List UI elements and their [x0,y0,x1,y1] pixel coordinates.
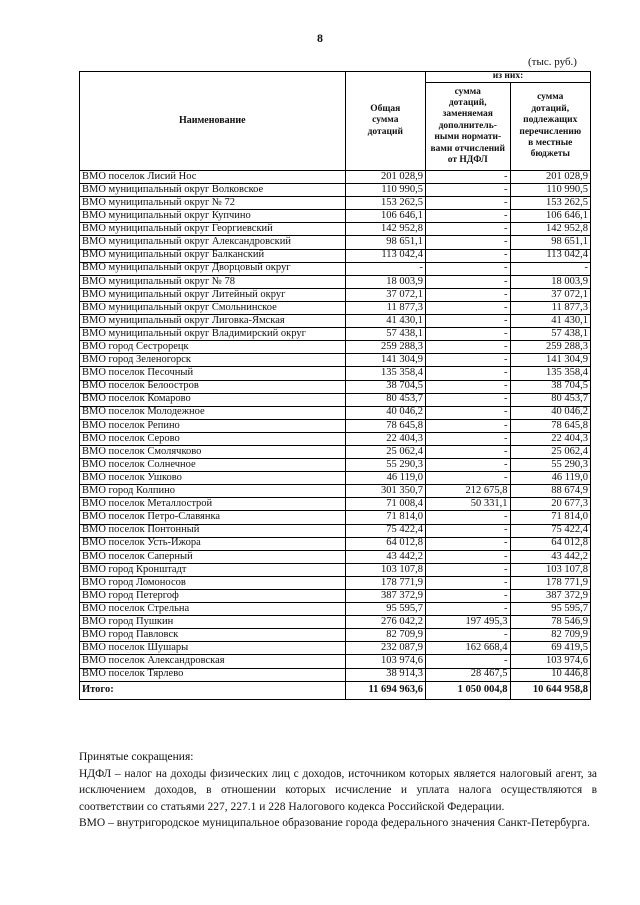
table-row [80,629,591,642]
table-row [80,197,591,210]
row-name: ВМО поселок Шушары [80,642,346,655]
row-name: ВМО муниципальный округ Владимирский округ [80,328,346,341]
row-transfer: 43 442,2 [510,550,591,563]
row-total: 106 646,1 [345,210,425,223]
row-transfer: 71 814,0 [510,511,591,524]
header-line: дотаций [367,126,403,137]
row-transfer: 40 046,2 [510,406,591,419]
header-line: дотаций, [531,103,570,114]
row-total: 301 350,7 [345,485,425,498]
row-replaced: - [426,603,510,616]
header-total [345,72,425,171]
row-replaced: - [426,354,510,367]
row-name: ВМО поселок Смолячково [80,445,346,458]
table-row [80,524,591,537]
row-name: ВМО муниципальный округ Лиговка-Ямская [80,315,346,328]
row-replaced: - [426,537,510,550]
row-name: ВМО поселок Молодежное [80,406,346,419]
row-total: 135 358,4 [345,367,425,380]
row-total: 64 012,8 [345,537,425,550]
row-name: ВМО поселок Тярлево [80,668,346,681]
note-ndfl: НДФЛ – налог на доходы физических лиц с доходов, источником которых является налоговый агент, за исключением доходов, в отношении которых исчисление и уплата налога осуществляются в соответствии со статьями 227, 227.1 и 228 Налогового кодекса Российской Федерации. [79,767,597,813]
row-name: ВМО город Зеленогорск [80,354,346,367]
row-name: ВМО поселок Саперный [80,550,346,563]
row-total: 22 404,3 [345,432,425,445]
header-line: в местные [528,137,573,148]
row-total: 103 974,6 [345,655,425,668]
table-row [80,341,591,354]
row-replaced: - [426,210,510,223]
row-name: ВМО поселок Лисий Нос [80,171,346,184]
row-name: ВМО город Кронштадт [80,563,346,576]
totals-replaced: 1 050 004,8 [426,681,510,699]
row-total: 113 042,4 [345,249,425,262]
table-row [80,459,591,472]
row-transfer: 259 288,3 [510,341,591,354]
row-total: 201 028,9 [345,171,425,184]
row-replaced: - [426,184,510,197]
row-replaced: 212 675,8 [426,485,510,498]
row-name: ВМО город Колпино [80,485,346,498]
row-name: ВМО муниципальный округ Купчино [80,210,346,223]
row-replaced: - [426,459,510,472]
row-total: 40 046,2 [345,406,425,419]
row-total: - [345,262,425,275]
row-transfer: 98 651,1 [510,236,591,249]
row-total: 46 119,0 [345,472,425,485]
table-row [80,419,591,432]
row-replaced: - [426,171,510,184]
row-replaced: - [426,367,510,380]
row-total: 142 952,8 [345,223,425,236]
row-replaced: - [426,197,510,210]
row-name: ВМО город Ломоносов [80,576,346,589]
row-name: ВМО поселок Солнечное [80,459,346,472]
row-replaced: - [426,563,510,576]
table-row [80,367,591,380]
table-row [80,616,591,629]
table-row [80,288,591,301]
table-row [80,236,591,249]
table-row [80,498,591,511]
row-replaced: - [426,262,510,275]
row-name: ВМО муниципальный округ Волковское [80,184,346,197]
row-transfer: 46 119,0 [510,472,591,485]
table-row [80,576,591,589]
header-name: Наименование [80,72,346,171]
row-replaced: - [426,419,510,432]
row-replaced: - [426,445,510,458]
table-row [80,537,591,550]
row-transfer: 41 430,1 [510,315,591,328]
totals-total: 11 694 963,6 [345,681,425,699]
row-total: 41 430,1 [345,315,425,328]
totals-row [80,681,591,699]
table-row [80,655,591,668]
row-replaced: - [426,328,510,341]
row-replaced: - [426,223,510,236]
table-row [80,184,591,197]
row-name: ВМО поселок Комарово [80,393,346,406]
header-line: дополнитель- [438,120,497,131]
row-transfer: 110 990,5 [510,184,591,197]
row-total: 95 595,7 [345,603,425,616]
row-total: 57 438,1 [345,328,425,341]
row-name: ВМО муниципальный округ № 78 [80,275,346,288]
row-total: 38 704,5 [345,380,425,393]
row-transfer: 80 453,7 [510,393,591,406]
table-row [80,603,591,616]
row-name: ВМО город Петергоф [80,590,346,603]
table-body [80,171,591,682]
table-row [80,563,591,576]
row-total: 25 062,4 [345,445,425,458]
table-row [80,210,591,223]
row-replaced: - [426,550,510,563]
totals-label: Итого: [80,681,346,699]
row-replaced: - [426,576,510,589]
row-transfer: 25 062,4 [510,445,591,458]
row-total: 11 877,3 [345,301,425,314]
row-transfer: 142 952,8 [510,223,591,236]
row-name: ВМО муниципальный округ Георгиевский [80,223,346,236]
row-replaced: - [426,406,510,419]
table-row [80,328,591,341]
row-total: 37 072,1 [345,288,425,301]
row-name: ВМО муниципальный округ № 72 [80,197,346,210]
table-row [80,445,591,458]
row-total: 80 453,7 [345,393,425,406]
header-replaced [426,83,510,171]
page-number: 8 [317,31,323,45]
row-replaced: - [426,472,510,485]
row-total: 82 709,9 [345,629,425,642]
row-name: ВМО поселок Серово [80,432,346,445]
table-row [80,380,591,393]
row-total: 71 814,0 [345,511,425,524]
table-row [80,590,591,603]
row-transfer: 106 646,1 [510,210,591,223]
row-total: 153 262,5 [345,197,425,210]
row-total: 103 107,8 [345,563,425,576]
row-total: 18 003,9 [345,275,425,288]
row-replaced: - [426,288,510,301]
table-row [80,472,591,485]
row-replaced: - [426,432,510,445]
row-name: ВМО поселок Александровская [80,655,346,668]
row-transfer: 103 107,8 [510,563,591,576]
table-row [80,354,591,367]
row-replaced: - [426,301,510,314]
row-name: ВМО город Сестрорецк [80,341,346,354]
row-total: 98 651,1 [345,236,425,249]
row-total: 232 087,9 [345,642,425,655]
row-name: ВМО муниципальный округ Александровский [80,236,346,249]
row-replaced: - [426,249,510,262]
header-line: сумма [372,115,399,126]
row-name: ВМО поселок Белоостров [80,380,346,393]
row-transfer: 178 771,9 [510,576,591,589]
row-name: ВМО поселок Репино [80,419,346,432]
row-transfer: 141 304,9 [510,354,591,367]
table-row [80,315,591,328]
row-total: 75 422,4 [345,524,425,537]
header-line: Общая [370,103,401,114]
row-total: 259 288,3 [345,341,425,354]
row-name: ВМО муниципальный округ Дворцовый округ [80,262,346,275]
row-replaced: 28 467,5 [426,668,510,681]
row-name: ВМО поселок Понтонный [80,524,346,537]
row-total: 78 645,8 [345,419,425,432]
row-replaced: - [426,341,510,354]
row-transfer: 153 262,5 [510,197,591,210]
subsidies-table [79,71,591,700]
row-total: 387 372,9 [345,590,425,603]
table-row [80,171,591,184]
row-replaced: - [426,590,510,603]
row-transfer: 20 677,3 [510,498,591,511]
row-replaced: 50 331,1 [426,498,510,511]
row-transfer: 113 042,4 [510,249,591,262]
row-replaced: - [426,655,510,668]
row-transfer: 69 419,5 [510,642,591,655]
row-transfer: 88 674,9 [510,485,591,498]
table-row [80,275,591,288]
header-line: перечислению [519,126,582,137]
row-replaced: - [426,275,510,288]
row-replaced: - [426,524,510,537]
table-row [80,642,591,655]
row-replaced: - [426,236,510,249]
table-row [80,249,591,262]
row-name: ВМО муниципальный округ Смольнинское [80,301,346,314]
table-header [80,72,591,171]
row-transfer: 135 358,4 [510,367,591,380]
header-line: от НДФЛ [447,154,488,165]
header-line: бюджеты [530,149,570,160]
row-transfer: 64 012,8 [510,537,591,550]
header-line: дотаций, [448,98,487,109]
unit-label: (тыс. руб.) [528,56,577,68]
table-row [80,511,591,524]
row-total: 71 008,4 [345,498,425,511]
row-transfer: 78 546,9 [510,616,591,629]
header-line: ными нормати- [434,132,502,143]
header-line: сумма [454,86,481,97]
row-transfer: 37 072,1 [510,288,591,301]
row-name: ВМО муниципальный округ Балканский [80,249,346,262]
row-transfer: 10 446,8 [510,668,591,681]
table-row [80,550,591,563]
row-total: 110 990,5 [345,184,425,197]
table-row [80,223,591,236]
row-name: ВМО поселок Металлострой [80,498,346,511]
header-line: вами отчислений [430,143,506,154]
totals-transfer: 10 644 958,8 [510,681,591,699]
row-transfer: 11 877,3 [510,301,591,314]
row-transfer: 75 422,4 [510,524,591,537]
row-transfer: 22 404,3 [510,432,591,445]
row-name: ВМО город Павловск [80,629,346,642]
row-total: 141 304,9 [345,354,425,367]
row-replaced: - [426,393,510,406]
row-transfer: 57 438,1 [510,328,591,341]
row-transfer: 95 595,7 [510,603,591,616]
row-transfer: 18 003,9 [510,275,591,288]
row-total: 55 290,3 [345,459,425,472]
table-row [80,485,591,498]
row-total: 178 771,9 [345,576,425,589]
row-name: ВМО поселок Стрельна [80,603,346,616]
row-total: 276 042,2 [345,616,425,629]
table-row [80,301,591,314]
row-total: 38 914,3 [345,668,425,681]
notes-heading: Принятые сокращения: [79,751,194,763]
table-row [80,393,591,406]
table-row [80,432,591,445]
table-row [80,406,591,419]
row-transfer: 82 709,9 [510,629,591,642]
row-transfer: - [510,262,591,275]
row-replaced: 197 495,3 [426,616,510,629]
header-transfer [510,83,591,171]
table-row [80,668,591,681]
row-replaced: 162 668,4 [426,642,510,655]
row-name: ВМО поселок Ушково [80,472,346,485]
row-transfer: 78 645,8 [510,419,591,432]
row-transfer: 55 290,3 [510,459,591,472]
row-transfer: 387 372,9 [510,590,591,603]
row-replaced: - [426,511,510,524]
row-transfer: 38 704,5 [510,380,591,393]
row-total: 43 442,2 [345,550,425,563]
note-vmo: ВМО – внутригородское муниципальное образование города федерального значения Санкт-Петербурга. [79,817,590,829]
row-name: ВМО поселок Песочный [80,367,346,380]
table-row [80,262,591,275]
header-group: из них: [426,72,591,83]
abbreviations-notes [79,749,597,832]
row-replaced: - [426,380,510,393]
row-name: ВМО муниципальный округ Литейный округ [80,288,346,301]
header-line: сумма [537,92,564,103]
row-replaced: - [426,315,510,328]
row-transfer: 201 028,9 [510,171,591,184]
row-name: ВМО город Пушкин [80,616,346,629]
header-line: подлежащих [523,115,578,126]
header-line: заменяемая [442,109,493,120]
row-replaced: - [426,629,510,642]
row-transfer: 103 974,6 [510,655,591,668]
row-name: ВМО поселок Усть-Ижора [80,537,346,550]
row-name: ВМО поселок Петро-Славянка [80,511,346,524]
